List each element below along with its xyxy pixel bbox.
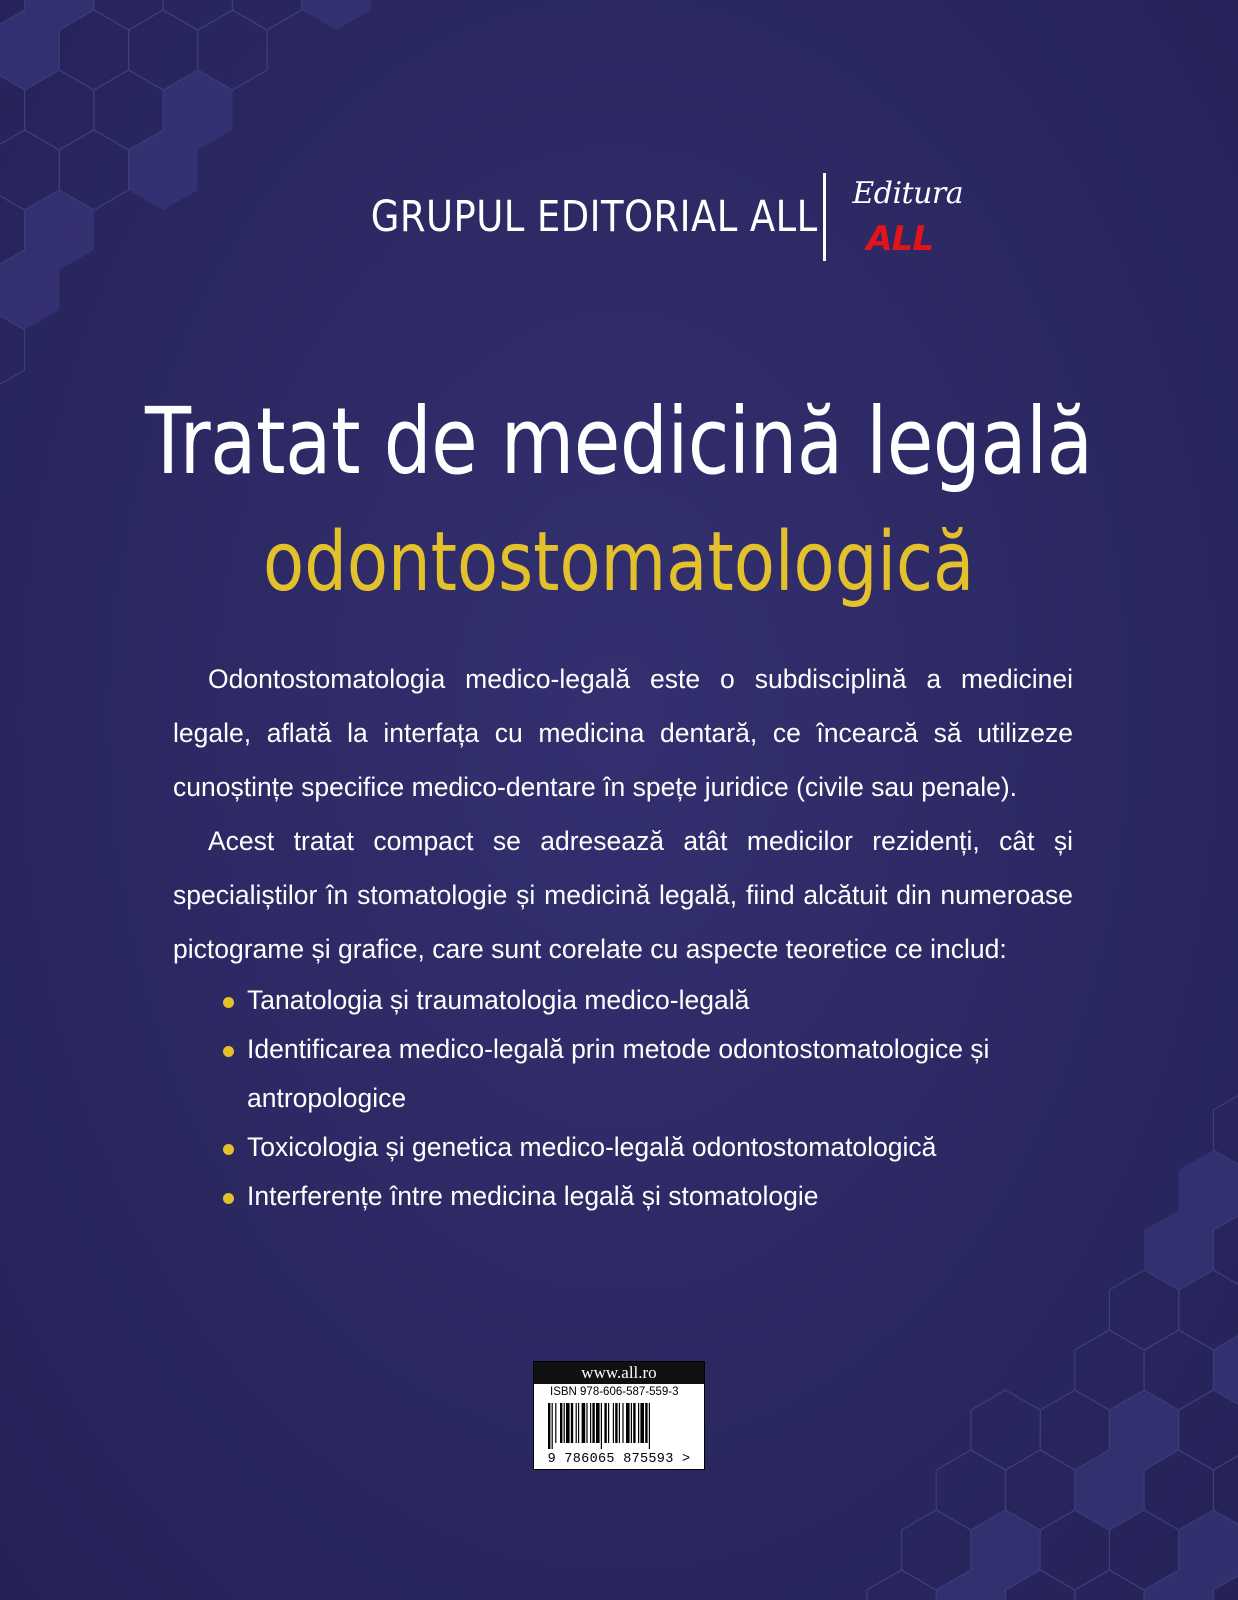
hexagon-shape <box>1040 1510 1109 1590</box>
barcode-bar <box>564 1403 565 1443</box>
barcode-bar <box>576 1403 577 1443</box>
barcode-bar <box>590 1403 591 1443</box>
hexagon-shape <box>971 1510 1040 1590</box>
barcode-bar <box>548 1403 550 1449</box>
hexagon-shape <box>1144 1570 1213 1600</box>
barcode-bar <box>578 1403 579 1443</box>
barcode-bar <box>626 1403 630 1443</box>
barcode-bar <box>566 1403 570 1443</box>
barcode-bar <box>622 1403 623 1443</box>
isbn-text: ISBN 978-606-587-559-3 <box>550 1386 679 1398</box>
hexagon-shape <box>1006 1450 1075 1530</box>
hexagon-shape <box>1213 1330 1238 1410</box>
hexagon-shape <box>1109 1510 1178 1590</box>
barcode-bar <box>592 1403 594 1443</box>
hexagon-shape <box>1179 1510 1238 1590</box>
hexagon-shape <box>302 0 371 30</box>
hexagon-shape <box>1213 1210 1238 1290</box>
feature-list <box>173 976 1073 1221</box>
description-paragraph: Acest tratat compact se adresează atât medicilor rezidenți, cât și specialiștilor în stomatologie și medicină legală, fiind alcătuit din numeroase pictograme și grafice, care sunt corelate cu aspecte teoretice ce includ: <box>173 826 1073 964</box>
hexagon-shape <box>1179 1390 1238 1470</box>
hexagon-shape <box>1075 1330 1144 1410</box>
editura-all-logo <box>844 172 964 262</box>
isbn-barcode-label <box>533 1361 705 1470</box>
hexagon-shape <box>25 70 94 150</box>
description-paragraph: Odontostomatologia medico-legală este o subdisciplină a medicinei legale, aflată la interfața cu medicina dentară, ce încearcă să utilizeze cunoștințe specifice medico-dentare în spețe juridice (civile sau penale). <box>173 664 1073 802</box>
barcode-bar <box>638 1403 639 1443</box>
hexagon-shape <box>0 10 59 90</box>
hexagon-shape <box>0 310 25 390</box>
barcode-bar <box>645 1403 647 1443</box>
barcode-bar <box>640 1403 644 1443</box>
hexagon-shape <box>1144 1330 1213 1410</box>
barcode-bar <box>586 1403 587 1443</box>
barcode-bar <box>552 1403 553 1449</box>
hexagon-shape <box>0 70 25 150</box>
hexagon-shape <box>1075 1570 1144 1600</box>
barcode-bars <box>548 1403 690 1449</box>
barcode-bar <box>601 1403 602 1449</box>
barcode-bar <box>633 1403 635 1443</box>
barcode-digits: 9 786065 875593 > <box>547 1452 691 1467</box>
barcode-bar <box>615 1403 617 1443</box>
feature-list-item: Toxicologia și genetica medico-legală odontostomatologică <box>247 1123 1073 1172</box>
barcode-bar <box>613 1403 614 1443</box>
hexagon-shape <box>1144 1210 1213 1290</box>
hexagon-shape <box>0 0 25 30</box>
barcode-bar <box>571 1403 573 1443</box>
barcode-bar <box>631 1403 632 1443</box>
hexagon-shape <box>1213 1570 1238 1600</box>
book-description <box>173 652 1073 1221</box>
hexagon-shape <box>1144 1450 1213 1530</box>
hexagon-shape <box>936 1570 1005 1600</box>
hexagon-shape <box>936 1450 1005 1530</box>
logo-script-text: Editura <box>852 176 964 211</box>
hexagon-shape <box>25 0 94 30</box>
hexagon-shape <box>1006 1570 1075 1600</box>
barcode-bar <box>555 1403 556 1443</box>
website-url: www.all.ro <box>534 1362 704 1384</box>
hexagon-shape <box>163 70 232 150</box>
publisher-divider <box>823 173 826 261</box>
feature-list-item: Interferențe între medicina legală și stomatologie <box>247 1172 1073 1221</box>
barcode-bar <box>604 1403 606 1443</box>
barcode-bar <box>649 1403 650 1449</box>
hexagon-shape <box>94 0 163 30</box>
barcode-bar <box>582 1403 586 1443</box>
hexagon-shape <box>1213 1090 1238 1170</box>
barcode-bar <box>619 1403 620 1443</box>
publisher-name: GRUPUL EDITORIAL ALL <box>370 192 818 242</box>
barcode-bar <box>596 1403 600 1443</box>
hexagon-shape <box>1213 1450 1238 1530</box>
hexagon-shape <box>59 10 128 90</box>
hexagon-shape <box>1075 1450 1144 1530</box>
book-subtitle-text: odontostomatologică <box>263 515 975 610</box>
hexagon-shape <box>902 1510 971 1590</box>
hexagon-shape <box>198 10 267 90</box>
hexagon-shape <box>1179 1270 1238 1350</box>
hexagon-shape <box>867 1570 936 1600</box>
hexagon-shape <box>1179 1150 1238 1230</box>
hexagon-shape <box>94 70 163 150</box>
feature-list-item: Identificarea medico-legală prin metode odontostomatologice și antropologice <box>247 1025 1073 1123</box>
hexagon-shape <box>163 0 232 30</box>
barcode-bar <box>560 1403 562 1443</box>
book-title <box>0 388 1238 495</box>
hexagon-shape <box>0 250 59 330</box>
book-subtitle <box>0 515 1238 610</box>
hexagon-shape <box>971 1390 1040 1470</box>
hexagon-shape <box>1040 1390 1109 1470</box>
hexagon-shape <box>1109 1270 1178 1350</box>
hexagon-shape <box>233 0 302 30</box>
logo-mark-text: ALL <box>866 219 933 259</box>
hexagon-shape <box>1109 1390 1178 1470</box>
barcode-bar <box>608 1403 609 1443</box>
book-title-text: Tratat de medicină legală <box>145 388 1093 495</box>
hexagon-shape <box>129 10 198 90</box>
publisher-header <box>0 172 1238 262</box>
feature-list-item: Tanatologia și traumatologia medico-legală <box>247 976 1073 1025</box>
